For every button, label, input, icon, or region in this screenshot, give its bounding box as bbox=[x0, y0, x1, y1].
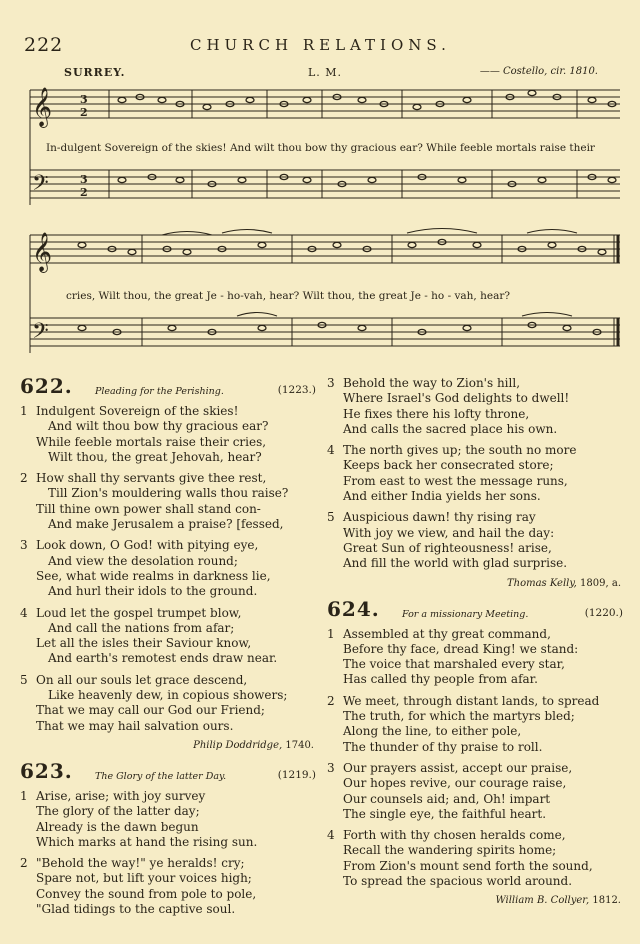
verse-line: And fill the world with glad surprise. bbox=[343, 556, 568, 571]
hymn-title: For a missionary Meeting. bbox=[402, 608, 529, 620]
verse-line: Forth with thy chosen heralds come, bbox=[343, 828, 566, 843]
verse-line: Convey the sound from pole to pole, bbox=[36, 886, 257, 901]
verse-line: The north gives up; the south no more bbox=[343, 443, 577, 458]
hymn-number: 623. bbox=[20, 758, 73, 783]
verse-line: The single eye, the faithful heart. bbox=[343, 806, 547, 821]
hymn-attribution: Philip Doddridge, 1740. bbox=[193, 739, 314, 751]
lyrics-system-2: cries, Wilt thou, the great Je - ho-vah, hear? Wilt thou, the great Je - ho - vah, hear? bbox=[66, 290, 510, 302]
right-column bbox=[327, 376, 627, 916]
verse-line: Wilt thou, the great Jehovah, hear? bbox=[48, 449, 262, 464]
verse-line: On all our souls let grace descend, bbox=[36, 672, 248, 687]
page-number: 222 bbox=[24, 34, 64, 56]
hymn-attribution: Thomas Kelly, 1809, a. bbox=[506, 577, 621, 589]
hymn-title: The Glory of the latter Day. bbox=[95, 770, 227, 782]
verse-line: From east to west the message runs, bbox=[343, 473, 568, 488]
verse-number: 2 bbox=[327, 693, 335, 708]
stanza bbox=[327, 510, 627, 571]
verse-number: 4 bbox=[327, 828, 335, 843]
verse-line: Before thy face, dread King! we stand: bbox=[343, 641, 579, 656]
stanza bbox=[327, 694, 627, 755]
verse-number: 1 bbox=[327, 626, 335, 641]
verse-line: And make Jerusalem a praise? [fessed, bbox=[48, 517, 284, 532]
verse-line: And calls the sacred place his own. bbox=[343, 421, 558, 436]
verse-number: 5 bbox=[327, 510, 335, 525]
stanza bbox=[20, 404, 320, 465]
stanza bbox=[20, 538, 320, 599]
stanza bbox=[327, 627, 627, 688]
hymn-623-header bbox=[20, 758, 320, 789]
tune-composer: —— Costello, cir. 1810. bbox=[479, 66, 598, 77]
verse-number: 4 bbox=[327, 443, 335, 458]
stanza bbox=[20, 673, 320, 734]
verse-line: Keeps back her consecrated store; bbox=[343, 458, 554, 473]
stanza bbox=[20, 856, 320, 917]
verse-line: With joy we view, and hail the day: bbox=[343, 525, 555, 540]
verse-number: 1 bbox=[20, 788, 28, 803]
verse-line: Our prayers assist, accept our praise, bbox=[343, 760, 573, 775]
verse-line: Spare not, but lift your voices high; bbox=[36, 871, 252, 886]
svg-text:𝄢: 𝄢 bbox=[32, 319, 49, 349]
svg-text:3: 3 bbox=[80, 173, 88, 186]
verse-line: And view the desolation round; bbox=[48, 553, 238, 568]
stanza bbox=[327, 761, 627, 822]
hymn-622-header bbox=[20, 376, 320, 404]
hymn-ref: (1219.) bbox=[277, 768, 316, 781]
stanza bbox=[20, 606, 320, 667]
hymn-attribution: William B. Collyer, 1812. bbox=[495, 895, 621, 907]
verse-line: The voice that marshaled every star, bbox=[343, 657, 565, 672]
verse-line: How shall thy servants give thee rest, bbox=[36, 471, 267, 486]
lyrics-system-1: In-dulgent Sovereign of the skies! And wilt thou bow thy gracious ear? While feeble mortals raise their bbox=[46, 142, 595, 154]
hymn-ref: (1220.) bbox=[584, 606, 623, 619]
verse-line: And call the nations from afar; bbox=[48, 620, 235, 635]
tune-meter: L. M. bbox=[308, 66, 343, 79]
verse-number: 2 bbox=[20, 471, 28, 486]
verse-line: Along the line, to either pole, bbox=[343, 724, 522, 739]
verse-line: And earth's remotest ends draw near. bbox=[48, 651, 278, 666]
verse-line: The glory of the latter day; bbox=[36, 804, 200, 819]
verse-line: Indulgent Sovereign of the skies! bbox=[36, 404, 239, 418]
verse-line: To spread the spacious world around. bbox=[343, 874, 573, 889]
verse-line: Look down, O God! with pitying eye, bbox=[36, 538, 259, 553]
verse-line: Our counsels aid; and, Oh! impart bbox=[343, 791, 551, 806]
stanza bbox=[327, 828, 627, 889]
hymn-624-header bbox=[327, 596, 627, 627]
verse-number: 3 bbox=[20, 538, 28, 553]
hymn-number: 624. bbox=[327, 596, 380, 621]
verse-number: 1 bbox=[20, 404, 28, 418]
stanza bbox=[327, 443, 627, 504]
svg-text:3: 3 bbox=[80, 93, 88, 106]
verse-line: Let all the isles their Saviour know, bbox=[36, 636, 252, 651]
verse-number: 5 bbox=[20, 672, 28, 687]
verse-line: "Glad tidings to the captive soul. bbox=[36, 902, 236, 917]
verse-line: Till thine own power shall stand con- bbox=[36, 501, 261, 516]
verse-line: The truth, for which the martyrs bled; bbox=[343, 709, 575, 724]
verse-line: Assembled at thy great command, bbox=[343, 626, 551, 641]
verse-number: 2 bbox=[20, 856, 28, 871]
verse-line: From Zion's mount send forth the sound, bbox=[343, 858, 593, 873]
stanza bbox=[327, 376, 627, 437]
verse-line: We meet, through distant lands, to spread bbox=[343, 693, 600, 708]
verse-line: While feeble mortals raise their cries, bbox=[36, 434, 267, 449]
verse-line: Already is the dawn begun bbox=[36, 819, 199, 834]
verse-line: And wilt thou bow thy gracious ear? bbox=[48, 419, 269, 434]
verse-line: Like heavenly dew, in copious showers; bbox=[48, 688, 288, 703]
svg-text:𝄞: 𝄞 bbox=[32, 87, 53, 127]
verse-number: 3 bbox=[327, 376, 335, 390]
tune-name: SURREY. bbox=[64, 66, 126, 79]
verse-line: Where Israel's God delights to dwell! bbox=[343, 391, 570, 406]
verse-line: Arise, arise; with joy survey bbox=[36, 788, 206, 803]
verse-line: Which marks at hand the rising sun. bbox=[36, 834, 258, 849]
svg-text:2: 2 bbox=[80, 186, 88, 199]
stanza bbox=[20, 789, 320, 850]
verse-line: Auspicious dawn! thy rising ray bbox=[343, 510, 536, 525]
svg-text:𝄢: 𝄢 bbox=[32, 171, 49, 201]
verse-line: Has called thy people from afar. bbox=[343, 672, 538, 687]
running-head: CHURCH RELATIONS. bbox=[190, 36, 451, 54]
verse-line: Till Zion's mouldering walls thou raise? bbox=[48, 486, 289, 501]
verse-line: Our hopes revive, our courage raise, bbox=[343, 776, 567, 791]
hymn-ref: (1223.) bbox=[277, 384, 316, 396]
verse-line: The thunder of thy praise to roll. bbox=[343, 739, 543, 754]
verse-line: Behold the way to Zion's hill, bbox=[343, 376, 521, 390]
verse-line: And either India yields her sons. bbox=[343, 489, 541, 504]
hymn-title: Pleading for the Perishing. bbox=[95, 386, 224, 397]
stanza bbox=[20, 471, 320, 532]
verse-line: He fixes there his lofty throne, bbox=[343, 406, 530, 421]
verse-line: See, what wide realms in darkness lie, bbox=[36, 568, 271, 583]
verse-line: Recall the wandering spirits home; bbox=[343, 843, 557, 858]
verse-line: "Behold the way!" ye heralds! cry; bbox=[36, 856, 245, 871]
verse-line: And hurl their idols to the ground. bbox=[48, 584, 258, 599]
svg-text:2: 2 bbox=[80, 106, 88, 119]
verse-number: 3 bbox=[327, 760, 335, 775]
verse-number: 4 bbox=[20, 605, 28, 620]
verse-line: That we may call our God our Friend; bbox=[36, 703, 265, 718]
svg-text:𝄞: 𝄞 bbox=[32, 232, 53, 272]
hymn-number: 622. bbox=[20, 374, 73, 398]
verse-line: Loud let the gospel trumpet blow, bbox=[36, 605, 242, 620]
verse-line: That we may hail salvation ours. bbox=[36, 718, 234, 733]
left-column bbox=[20, 376, 320, 923]
verse-line: Great Sun of righteousness! arise, bbox=[343, 540, 552, 555]
